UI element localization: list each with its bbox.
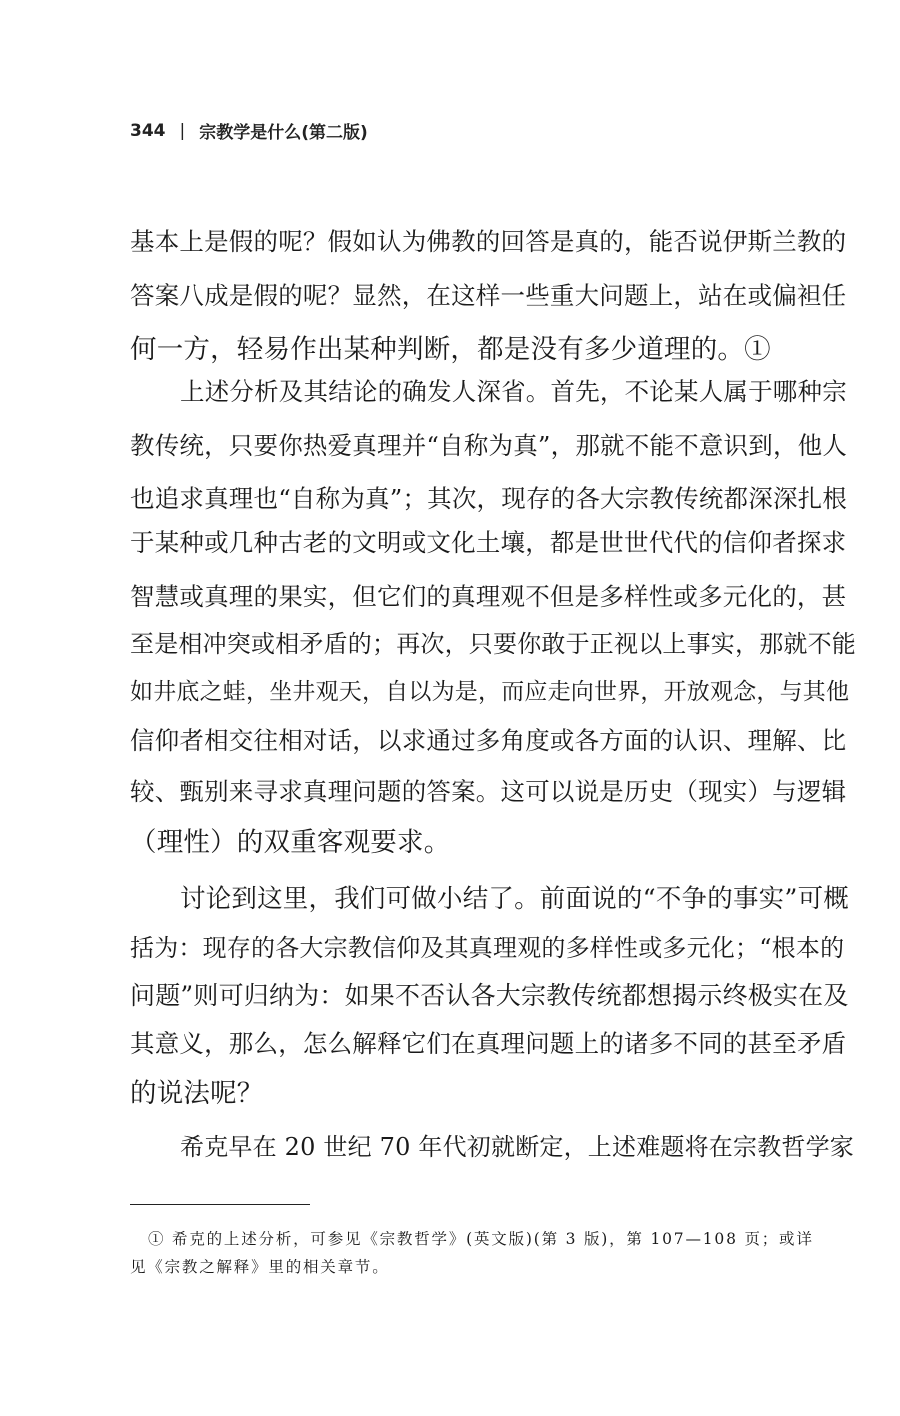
text-line: 于某种或几种古老的文明或文化土壤，都是世世代代的信仰者探求: [130, 528, 847, 557]
text-line: 答案八成是假的呢？显然，在这样一些重大问题上，站在或偏袒任: [130, 281, 847, 310]
paragraph-start-line: 希克早在 20 世纪 70 年代初就断定，上述难题将在宗教哲学家: [180, 1133, 854, 1161]
text-line: （理性）的双重客观要求。: [130, 827, 451, 858]
footnote-line: ① 希克的上述分析，可参见《宗教哲学》(英文版)(第 3 版)，第 107—108 页；或详: [148, 1230, 814, 1248]
text-line: 如井底之蛙，坐井观天，自以为是，而应走向世界，开放观念，与其他: [130, 679, 850, 705]
text-line: 也追求真理也“自称为真”；其次，现存的各大宗教传统都深深扎根: [130, 484, 848, 513]
footnote-line: 见《宗教之解释》里的相关章节。: [130, 1258, 390, 1276]
paragraph-start-line: 讨论到这里，我们可做小结了。前面说的“不争的事实”可概: [180, 884, 849, 914]
text-line: 教传统，只要你热爱真理并“自称为真”，那就不能不意识到，他人: [130, 431, 848, 460]
text-line: 基本上是假的呢？假如认为佛教的回答是真的，能否说伊斯兰教的: [130, 227, 847, 256]
text-line: 括为：现存的各大宗教信仰及其真理观的多样性或多元化；“根本的: [130, 934, 845, 962]
text-line: 至是相冲突或相矛盾的；再次，只要你敢于正视以上事实，那就不能: [130, 630, 856, 658]
text-line: 较、甄别来寻求真理问题的答案。这可以说是历史（现实）与逻辑: [130, 777, 847, 806]
header-separator: |: [179, 120, 186, 141]
text-line: 的说法呢？: [130, 1078, 264, 1109]
text-line: 智慧或真理的果实，但它们的真理观不但是多样性或多元化的，甚: [130, 582, 847, 611]
text-line: 信仰者相交往相对话，以求通过多角度或各方面的认识、理解、比: [130, 726, 847, 755]
running-header: [130, 118, 368, 143]
text-line: 问题”则可归纳为：如果不否认各大宗教传统都想揭示终极实在及: [130, 981, 849, 1010]
text-line: 其意义，那么，怎么解释它们在真理问题上的诸多不同的甚至矛盾: [130, 1029, 847, 1058]
page-number: 344: [130, 120, 166, 141]
book-title: 宗教学是什么(第二版): [199, 123, 368, 143]
paragraph-start-line: 上述分析及其结论的确发人深省。首先，不论某人属于哪种宗: [180, 377, 847, 406]
footnote-rule: [130, 1204, 310, 1205]
text-line: 何一方，轻易作出某种判断，都是没有多少道理的。①: [130, 334, 771, 365]
